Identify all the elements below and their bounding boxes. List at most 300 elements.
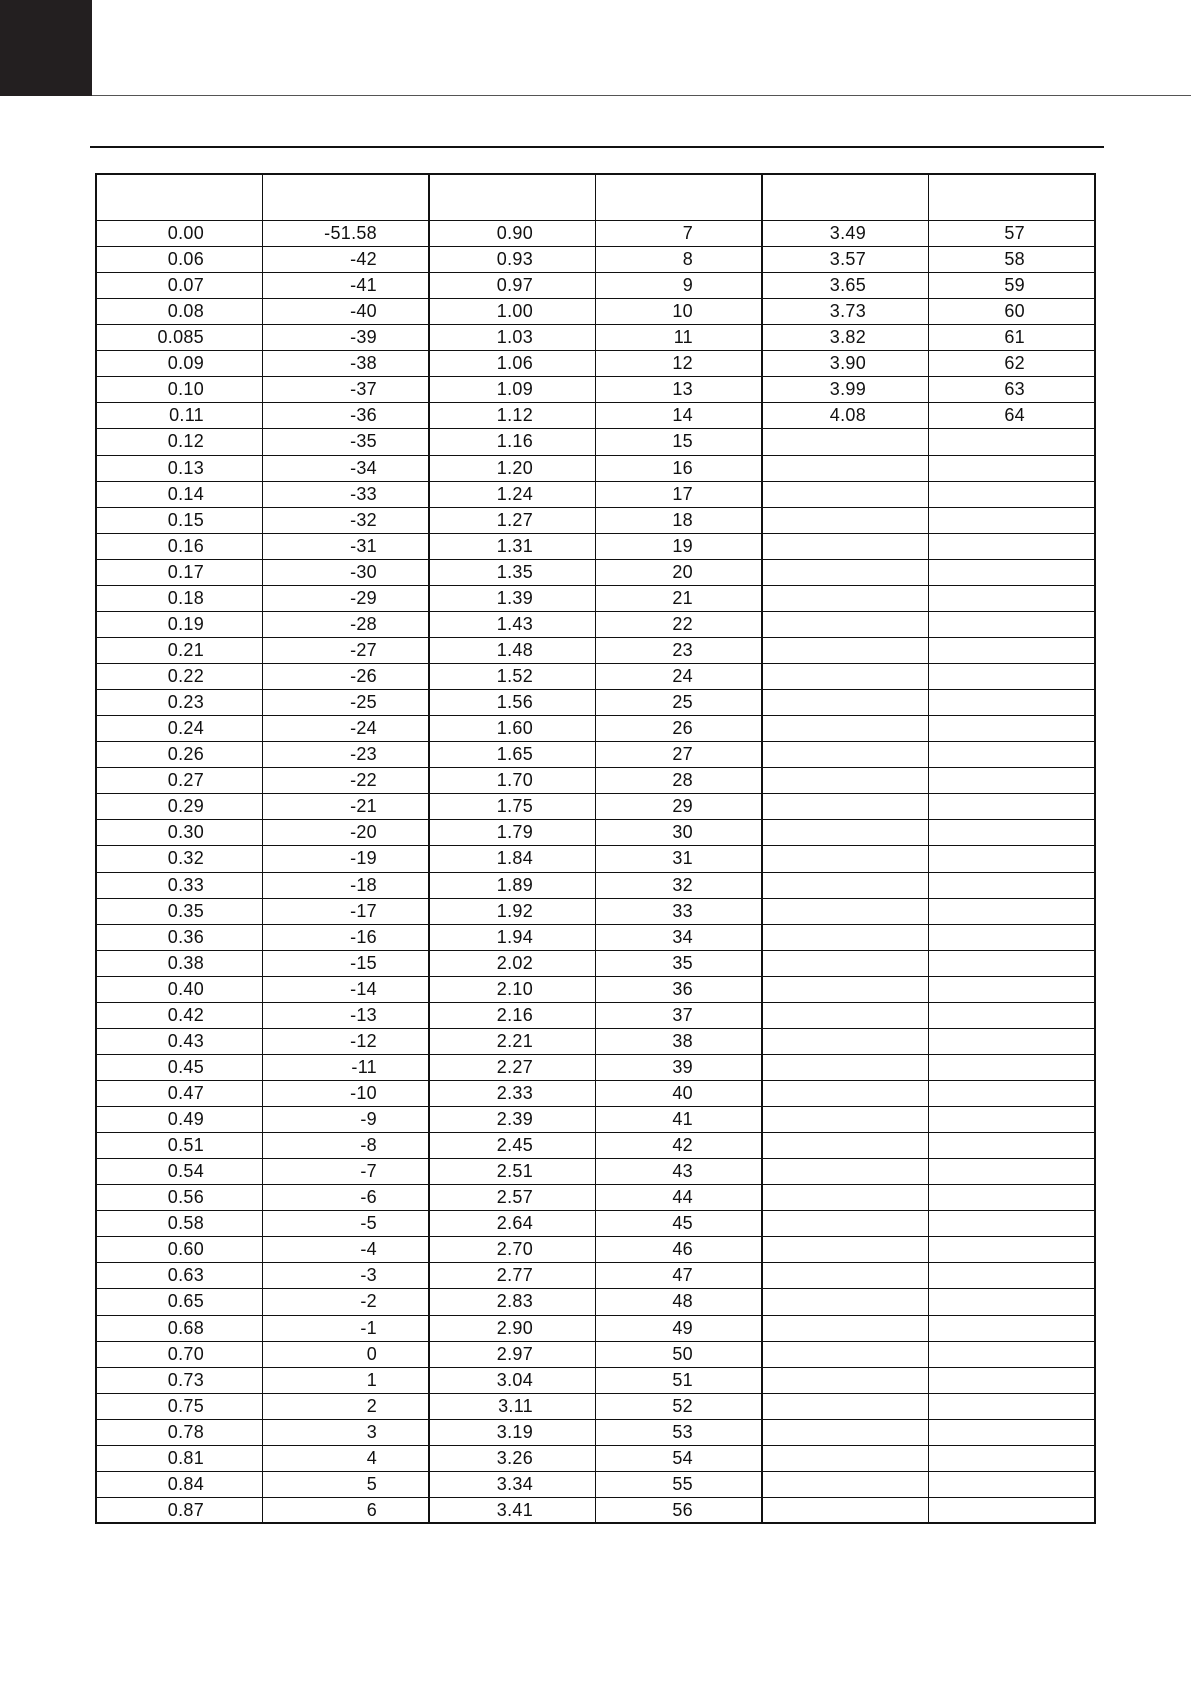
- table-cell: 0.30: [167, 822, 204, 842]
- table-cell: 7: [682, 223, 693, 243]
- table-cell: -14: [350, 979, 377, 999]
- table-cell: 0.90: [496, 223, 533, 243]
- table-cell: 18: [672, 510, 693, 530]
- table-cell: 41: [672, 1109, 693, 1129]
- table-cell: [762, 428, 866, 454]
- table-cell: 38: [672, 1031, 693, 1051]
- table-cell: 0.73: [167, 1370, 204, 1390]
- table-cell: -33: [350, 484, 377, 504]
- header-divider: [92, 95, 1191, 96]
- table-cell: 1.84: [496, 848, 533, 868]
- table-cell: 1.89: [496, 875, 533, 895]
- table-cell: [928, 1106, 1025, 1132]
- table-cell: 1.06: [496, 353, 533, 373]
- table-cell: 0.06: [167, 249, 204, 269]
- table-cell: 30: [672, 822, 693, 842]
- table-cell: 1.12: [496, 405, 533, 425]
- section-rule: [90, 146, 1104, 148]
- table-cell: -2: [360, 1291, 377, 1311]
- table-cell: [928, 1080, 1025, 1106]
- table-cell: [928, 819, 1025, 845]
- table-cell: [928, 1054, 1025, 1080]
- header-cell: [762, 185, 928, 211]
- table-cell: 1.56: [496, 692, 533, 712]
- table-cell: 35: [672, 953, 693, 973]
- table-cell: 3.19: [496, 1422, 533, 1442]
- table-cell: -13: [350, 1005, 377, 1025]
- table-cell: [762, 976, 866, 1002]
- table-cell: [928, 663, 1025, 689]
- table-cell: 0.19: [167, 614, 204, 634]
- table-cell: 0.68: [167, 1318, 204, 1338]
- table-cell: -35: [350, 431, 377, 451]
- table-cell: [762, 819, 866, 845]
- table-cell: [928, 1341, 1025, 1367]
- table-cell: 0.33: [167, 875, 204, 895]
- table-cell: 50: [672, 1344, 693, 1364]
- table-cell: 36: [672, 979, 693, 999]
- table-cell: [928, 924, 1025, 950]
- table-cell: 0.58: [167, 1213, 204, 1233]
- table-cell: [762, 663, 866, 689]
- header-cell: [429, 185, 595, 211]
- table-cell: -39: [350, 327, 377, 347]
- table-cell: -7: [360, 1161, 377, 1181]
- table-cell: 0.43: [167, 1031, 204, 1051]
- table-cell: 14: [672, 405, 693, 425]
- table-cell: [762, 1419, 866, 1445]
- table-cell: 0.75: [167, 1396, 204, 1416]
- table-cell: 1.43: [496, 614, 533, 634]
- table-cell: [928, 1028, 1025, 1054]
- table-cell: [762, 793, 866, 819]
- table-cell: [762, 1106, 866, 1132]
- table-cell: 27: [672, 744, 693, 764]
- table-cell: -37: [350, 379, 377, 399]
- table-cell: 37: [672, 1005, 693, 1025]
- table-cell: 0.36: [167, 927, 204, 947]
- table-cell: [762, 1288, 866, 1314]
- table-cell: 0.63: [167, 1265, 204, 1285]
- table-cell: 0.35: [167, 901, 204, 921]
- table-cell: [762, 507, 866, 533]
- table-cell: [928, 1393, 1025, 1419]
- table-cell: [762, 481, 866, 507]
- table-cell: 0.18: [167, 588, 204, 608]
- table-cell: 1.60: [496, 718, 533, 738]
- table-cell: -11: [351, 1057, 377, 1077]
- table-cell: 0.84: [167, 1474, 204, 1494]
- table-cell: 0.38: [167, 953, 204, 973]
- table-cell: 2.10: [496, 979, 533, 999]
- table-cell: -8: [360, 1135, 377, 1155]
- table-cell: 0.40: [167, 979, 204, 999]
- table-cell: [762, 559, 866, 585]
- table-cell: -34: [350, 458, 377, 478]
- table-cell: [762, 1132, 866, 1158]
- table-cell: 0.07: [167, 275, 204, 295]
- table-cell: 2.51: [496, 1161, 533, 1181]
- table-cell: 1.27: [496, 510, 533, 530]
- table-cell: [762, 1341, 866, 1367]
- conversion-table: [95, 173, 1096, 1524]
- table-cell: 2.33: [496, 1083, 533, 1103]
- table-cell: [928, 741, 1025, 767]
- table-cell: [928, 455, 1025, 481]
- table-cell: 0.29: [167, 796, 204, 816]
- table-cell: [762, 1393, 866, 1419]
- table-cell: [928, 428, 1025, 454]
- table-cell: 1: [366, 1370, 377, 1390]
- table-cell: 44: [672, 1187, 693, 1207]
- table-cell: 26: [672, 718, 693, 738]
- table-cell: [928, 559, 1025, 585]
- table-cell: [928, 611, 1025, 637]
- table-cell: [928, 1158, 1025, 1184]
- table-cell: 0.23: [167, 692, 204, 712]
- table-cell: [762, 1002, 866, 1028]
- table-cell: -30: [350, 562, 377, 582]
- table-cell: [928, 1315, 1025, 1341]
- table-cell: -27: [350, 640, 377, 660]
- table-cell: 4: [366, 1448, 377, 1468]
- table-cell: [928, 689, 1025, 715]
- table-cell: [762, 1080, 866, 1106]
- table-cell: [928, 767, 1025, 793]
- table-cell: 42: [672, 1135, 693, 1155]
- table-cell: -5: [360, 1213, 377, 1233]
- table-cell: 51: [672, 1370, 693, 1390]
- table-cell: [928, 898, 1025, 924]
- table-cell: 3: [366, 1422, 377, 1442]
- table-cell: 0.085: [157, 327, 204, 347]
- table-cell: 2.27: [496, 1057, 533, 1077]
- table-cell: [762, 1445, 866, 1471]
- table-cell: 48: [672, 1291, 693, 1311]
- table-cell: 1.31: [496, 536, 533, 556]
- table-cell: 1.35: [496, 562, 533, 582]
- table-cell: [762, 1028, 866, 1054]
- table-cell: -29: [350, 588, 377, 608]
- table-cell: -6: [360, 1187, 377, 1207]
- table-cell: 16: [672, 458, 693, 478]
- table-cell: 34: [672, 927, 693, 947]
- table-cell: 3.99: [829, 379, 866, 399]
- table-cell: 0.45: [167, 1057, 204, 1077]
- table-cell: 0.65: [167, 1291, 204, 1311]
- table-cell: 1.70: [496, 770, 533, 790]
- table-cell: [928, 845, 1025, 871]
- corner-tab-block: [0, 0, 92, 96]
- table-cell: -21: [350, 796, 377, 816]
- table-cell: [928, 976, 1025, 1002]
- table-cell: [928, 1445, 1025, 1471]
- table-cell: 3.73: [829, 301, 866, 321]
- table-cell: 0.24: [167, 718, 204, 738]
- table-cell: [928, 585, 1025, 611]
- table-cell: 2.21: [496, 1031, 533, 1051]
- table-cell: -51.58: [324, 223, 377, 243]
- table-cell: -18: [350, 875, 377, 895]
- table-cell: -1: [360, 1318, 377, 1338]
- table-cell: 13: [672, 379, 693, 399]
- table-cell: 0.93: [496, 249, 533, 269]
- table-cell: [762, 741, 866, 767]
- table-cell: 0.14: [167, 484, 204, 504]
- table-cell: 63: [1004, 379, 1025, 399]
- table-cell: [762, 637, 866, 663]
- table-cell: 2.45: [496, 1135, 533, 1155]
- table-cell: 0: [366, 1344, 377, 1364]
- table-cell: 3.90: [829, 353, 866, 373]
- table-cell: 3.49: [829, 223, 866, 243]
- table-cell: [762, 1262, 866, 1288]
- table-cell: -20: [350, 822, 377, 842]
- table-cell: [762, 689, 866, 715]
- table-cell: [928, 1262, 1025, 1288]
- table-cell: 32: [672, 875, 693, 895]
- table-cell: 4.08: [829, 405, 866, 425]
- table-cell: -4: [360, 1239, 377, 1259]
- table-cell: 3.41: [496, 1500, 533, 1520]
- table-cell: 47: [672, 1265, 693, 1285]
- table-cell: [762, 1471, 866, 1497]
- table-cell: -26: [350, 666, 377, 686]
- table-cell: 2.97: [496, 1344, 533, 1364]
- table-cell: 2.39: [496, 1109, 533, 1129]
- table-cell: -17: [350, 901, 377, 921]
- table-cell: 0.56: [167, 1187, 204, 1207]
- header-cell: [595, 185, 762, 211]
- table-cell: -19: [350, 848, 377, 868]
- table-cell: 3.04: [496, 1370, 533, 1390]
- table-cell: 1.92: [496, 901, 533, 921]
- table-grid: [97, 175, 1094, 1522]
- table-cell: 2.90: [496, 1318, 533, 1338]
- table-cell: 17: [672, 484, 693, 504]
- table-cell: -28: [350, 614, 377, 634]
- table-cell: 3.65: [829, 275, 866, 295]
- table-cell: 0.10: [167, 379, 204, 399]
- table-cell: 0.17: [167, 562, 204, 582]
- table-cell: [762, 1158, 866, 1184]
- table-cell: 2.77: [496, 1265, 533, 1285]
- table-cell: 0.00: [167, 223, 204, 243]
- table-cell: [928, 1497, 1025, 1523]
- table-cell: -41: [350, 275, 377, 295]
- table-cell: 25: [672, 692, 693, 712]
- table-cell: -10: [350, 1083, 377, 1103]
- table-cell: 59: [1004, 275, 1025, 295]
- table-cell: 2.16: [496, 1005, 533, 1025]
- table-cell: 12: [672, 353, 693, 373]
- table-cell: -42: [350, 249, 377, 269]
- table-cell: 0.12: [167, 431, 204, 451]
- table-cell: 2.83: [496, 1291, 533, 1311]
- table-cell: 56: [672, 1500, 693, 1520]
- table-cell: [928, 1236, 1025, 1262]
- table-cell: 61: [1004, 327, 1025, 347]
- table-cell: 1.16: [496, 431, 533, 451]
- table-cell: 45: [672, 1213, 693, 1233]
- table-cell: [762, 1054, 866, 1080]
- table-cell: [762, 533, 866, 559]
- table-cell: [928, 1288, 1025, 1314]
- table-cell: [762, 1210, 866, 1236]
- table-cell: 19: [672, 536, 693, 556]
- table-cell: [762, 898, 866, 924]
- table-cell: 11: [673, 327, 693, 347]
- table-cell: -36: [350, 405, 377, 425]
- table-cell: -9: [360, 1109, 377, 1129]
- table-cell: [928, 715, 1025, 741]
- table-cell: 10: [672, 301, 693, 321]
- table-cell: 0.09: [167, 353, 204, 373]
- table-cell: 0.15: [167, 510, 204, 530]
- table-cell: [928, 1132, 1025, 1158]
- table-cell: -23: [350, 744, 377, 764]
- table-cell: 1.39: [496, 588, 533, 608]
- table-cell: -16: [350, 927, 377, 947]
- table-cell: [762, 1367, 866, 1393]
- table-cell: -3: [360, 1265, 377, 1285]
- table-cell: [928, 1184, 1025, 1210]
- table-cell: 0.22: [167, 666, 204, 686]
- table-cell: -24: [350, 718, 377, 738]
- table-cell: 21: [672, 588, 693, 608]
- table-cell: [762, 872, 866, 898]
- table-cell: 3.57: [829, 249, 866, 269]
- table-cell: 60: [1004, 301, 1025, 321]
- table-cell: 22: [672, 614, 693, 634]
- table-cell: [928, 637, 1025, 663]
- table-cell: -22: [350, 770, 377, 790]
- table-cell: 54: [672, 1448, 693, 1468]
- table-cell: [928, 793, 1025, 819]
- table-cell: 46: [672, 1239, 693, 1259]
- table-cell: [928, 950, 1025, 976]
- table-cell: 9: [682, 275, 693, 295]
- table-cell: 0.49: [167, 1109, 204, 1129]
- table-cell: 0.60: [167, 1239, 204, 1259]
- table-cell: [928, 533, 1025, 559]
- table-cell: 0.21: [167, 640, 204, 660]
- table-cell: -25: [350, 692, 377, 712]
- table-cell: 2.70: [496, 1239, 533, 1259]
- table-cell: 8: [682, 249, 693, 269]
- table-cell: 0.54: [167, 1161, 204, 1181]
- table-cell: 40: [672, 1083, 693, 1103]
- table-cell: [762, 767, 866, 793]
- table-cell: 0.87: [167, 1500, 204, 1520]
- table-cell: 3.82: [829, 327, 866, 347]
- table-cell: [762, 1236, 866, 1262]
- table-cell: 49: [672, 1318, 693, 1338]
- table-cell: [762, 1315, 866, 1341]
- table-cell: 0.81: [167, 1448, 204, 1468]
- table-cell: -38: [350, 353, 377, 373]
- header-cell: [928, 185, 1094, 211]
- table-cell: 0.97: [496, 275, 533, 295]
- table-cell: 52: [672, 1396, 693, 1416]
- table-cell: 1.48: [496, 640, 533, 660]
- table-cell: 43: [672, 1161, 693, 1181]
- table-cell: 1.75: [496, 796, 533, 816]
- table-cell: 39: [672, 1057, 693, 1077]
- header-cell: [97, 185, 262, 211]
- table-cell: [928, 1367, 1025, 1393]
- table-cell: 0.11: [169, 405, 204, 425]
- table-cell: 1.65: [496, 744, 533, 764]
- table-cell: 24: [672, 666, 693, 686]
- table-cell: 2: [366, 1396, 377, 1416]
- table-cell: [762, 715, 866, 741]
- table-cell: 1.03: [496, 327, 533, 347]
- table-cell: 55: [672, 1474, 693, 1494]
- table-cell: 6: [366, 1500, 377, 1520]
- table-cell: [762, 455, 866, 481]
- table-cell: 0.26: [167, 744, 204, 764]
- table-cell: 0.32: [167, 848, 204, 868]
- table-cell: 15: [672, 431, 693, 451]
- table-cell: 0.16: [167, 536, 204, 556]
- table-cell: -32: [350, 510, 377, 530]
- table-cell: 1.20: [496, 458, 533, 478]
- table-cell: [928, 1002, 1025, 1028]
- table-cell: 2.02: [496, 953, 533, 973]
- table-cell: 62: [1004, 353, 1025, 373]
- table-cell: [762, 611, 866, 637]
- table-cell: 1.94: [496, 927, 533, 947]
- table-cell: 20: [672, 562, 693, 582]
- table-cell: 1.24: [496, 484, 533, 504]
- table-cell: 1.79: [496, 822, 533, 842]
- table-cell: 2.57: [496, 1187, 533, 1207]
- table-cell: -40: [350, 301, 377, 321]
- table-cell: 31: [672, 848, 693, 868]
- table-cell: [762, 585, 866, 611]
- table-cell: 0.51: [167, 1135, 204, 1155]
- table-cell: 5: [366, 1474, 377, 1494]
- table-cell: 53: [672, 1422, 693, 1442]
- table-cell: -31: [350, 536, 377, 556]
- table-cell: 0.78: [167, 1422, 204, 1442]
- table-cell: 23: [672, 640, 693, 660]
- table-cell: 2.64: [496, 1213, 533, 1233]
- table-cell: 0.70: [167, 1344, 204, 1364]
- table-cell: [928, 507, 1025, 533]
- table-cell: -12: [350, 1031, 377, 1051]
- header-cell: [262, 185, 429, 211]
- table-cell: [928, 872, 1025, 898]
- table-cell: 3.34: [496, 1474, 533, 1494]
- table-cell: [762, 1497, 866, 1523]
- table-cell: 57: [1004, 223, 1025, 243]
- table-cell: [928, 481, 1025, 507]
- table-cell: 1.00: [496, 301, 533, 321]
- table-cell: 1.52: [496, 666, 533, 686]
- table-cell: 3.26: [496, 1448, 533, 1468]
- table-cell: [928, 1210, 1025, 1236]
- table-cell: [762, 950, 866, 976]
- table-cell: 3.11: [498, 1396, 533, 1416]
- table-cell: 0.08: [167, 301, 204, 321]
- table-cell: 29: [672, 796, 693, 816]
- table-cell: [762, 845, 866, 871]
- table-cell: 0.42: [167, 1005, 204, 1025]
- table-cell: 33: [672, 901, 693, 921]
- table-cell: 28: [672, 770, 693, 790]
